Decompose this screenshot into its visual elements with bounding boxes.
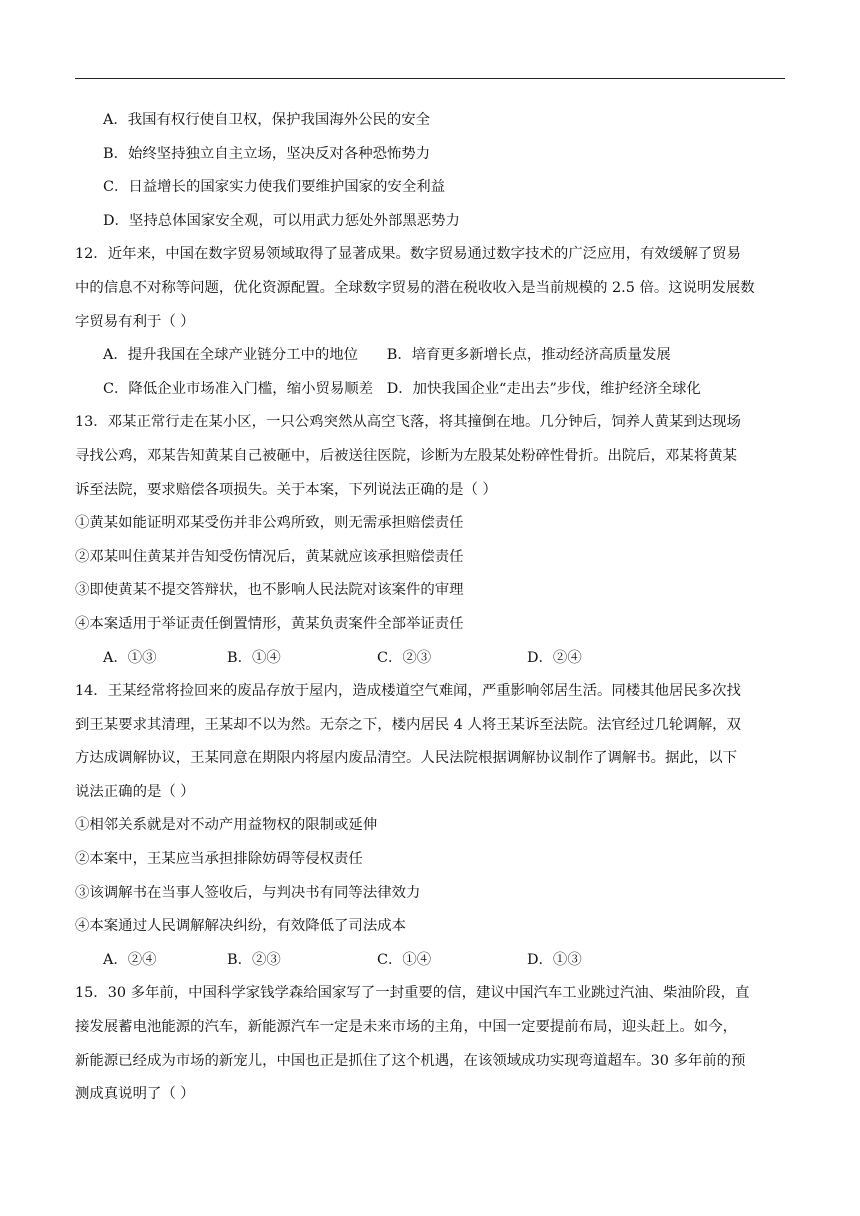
q14-stem-line-2: 到王某要求其清理，王某却不以为然。无奈之下，楼内居民 4 人将王某诉至法院。法官经过几轮调解，双 xyxy=(75,716,741,733)
q13-stem-line-3: 诉至法院，要求赔偿各项损失。关于本案，下列说法正确的是（ ） xyxy=(75,481,497,498)
q14-stem-line-3: 方达成调解协议，王某同意在期限内将屋内废品清空。人民法院根据调解协议制作了调解书。据此，以下 xyxy=(75,750,737,767)
q13-option-d: D．②④ xyxy=(527,649,582,666)
q11-option-a: A．我国有权行使自卫权，保护我国海外公民的安全 xyxy=(103,112,430,128)
q14-option-d: D．①③ xyxy=(527,951,582,968)
q12-options-row-1 xyxy=(75,339,785,373)
q13-option-a: A．①③ xyxy=(103,649,157,666)
q12-stem-line-2: 中的信息不对称等问题，优化资源配置。全球数字贸易的潜在税收收入是当前规模的 2.5 倍。这说明发展数 xyxy=(75,279,755,296)
q13-stem-line-1: 13．邓某正常行走在某小区，一只公鸡突然从高空飞落，将其撞倒在地。几分钟后，饲养人黄某到达现场 xyxy=(75,414,741,431)
q15-stem-line-2: 接发展蓄电池能源的汽车，新能源汽车一定是未来市场的主角，中国一定要提前布局，迎头赶上。如今， xyxy=(75,1019,737,1036)
q14-stem-line-1: 14．王某经常将捡回来的废品存放于屋内，造成楼道空气难闻，严重影响邻居生活。同楼其他居民多次找 xyxy=(75,683,741,700)
q13-item-4: ④本案适用于举证责任倒置情形，黄某负责案件全部举证责任 xyxy=(75,615,464,632)
q14-option-c: C．①④ xyxy=(377,951,432,968)
q11-option-d: D．坚持总体国家安全观，可以用武力惩处外部黑恶势力 xyxy=(103,212,460,229)
exam-page-content xyxy=(75,104,785,1112)
q13-stem-line-2: 寻找公鸡，邓某告知黄某自己被砸中，后被送往医院，诊断为左股某处粉碎性骨折。出院后，邓某将黄某 xyxy=(75,447,737,464)
q12-options-row-2 xyxy=(75,373,785,407)
q15-stem-line-1: 15．30 多年前，中国科学家钱学森给国家写了一封重要的信，建议中国汽车工业跳过汽油、柴油阶段，直 xyxy=(75,985,750,1002)
q14-options-row xyxy=(75,944,785,978)
q15-stem-line-4: 测成真说明了（ ） xyxy=(75,1086,195,1103)
q14-option-b: B．②③ xyxy=(227,951,281,968)
q13-item-1: ①黄某如能证明邓某受伤并非公鸡所致，则无需承担赔偿责任 xyxy=(75,515,464,532)
q12-stem-line-3: 字贸易有利于（ ） xyxy=(75,313,195,330)
q14-stem-line-4: 说法正确的是（ ） xyxy=(75,783,195,800)
q12-option-a: A．提升我国在全球产业链分工中的地位 xyxy=(103,347,359,364)
q12-option-c: C．降低企业市场准入门槛，缩小贸易顺差 xyxy=(103,380,374,397)
q14-item-2: ②本案中，王某应当承担排除妨碍等侵权责任 xyxy=(75,851,363,868)
q15-stem-line-3: 新能源已经成为市场的新宠儿，中国也正是抓住了这个机遇，在该领域成功实现弯道超车。30 多年前的预 xyxy=(75,1052,746,1069)
header-rule xyxy=(75,78,785,79)
q13-options-row xyxy=(75,642,785,676)
q13-option-b: B．①④ xyxy=(227,649,281,666)
q14-option-a: A．②④ xyxy=(103,951,157,968)
q11-option-c: C．日益增长的国家实力使我们要维护国家的安全利益 xyxy=(103,179,445,196)
q13-item-2: ②邓某叫住黄某并告知受伤情况后，黄某就应该承担赔偿责任 xyxy=(75,548,464,565)
q12-stem-line-1: 12．近年来，中国在数字贸易领域取得了显著成果。数字贸易通过数字技术的广泛应用，有效缓解了贸易 xyxy=(75,246,741,263)
q14-item-3: ③该调解书在当事人签收后，与判决书有同等法律效力 xyxy=(75,884,421,901)
q14-item-4: ④本案通过人民调解解决纠纷，有效降低了司法成本 xyxy=(75,918,406,935)
q12-option-d: D．加快我国企业“走出去”步伐，维护经济全球化 xyxy=(386,380,701,397)
q11-option-b: B．始终坚持独立自主立场，坚决反对各种恐怖势力 xyxy=(103,145,431,162)
q13-item-3: ③即使黄某不提交答辩状，也不影响人民法院对该案件的审理 xyxy=(75,582,464,599)
q14-item-1: ①相邻关系就是对不动产用益物权的限制或延伸 xyxy=(75,817,378,834)
q13-option-c: C．②③ xyxy=(377,649,432,666)
q12-option-b: B．培育更多新增长点，推动经济高质量发展 xyxy=(386,347,671,364)
